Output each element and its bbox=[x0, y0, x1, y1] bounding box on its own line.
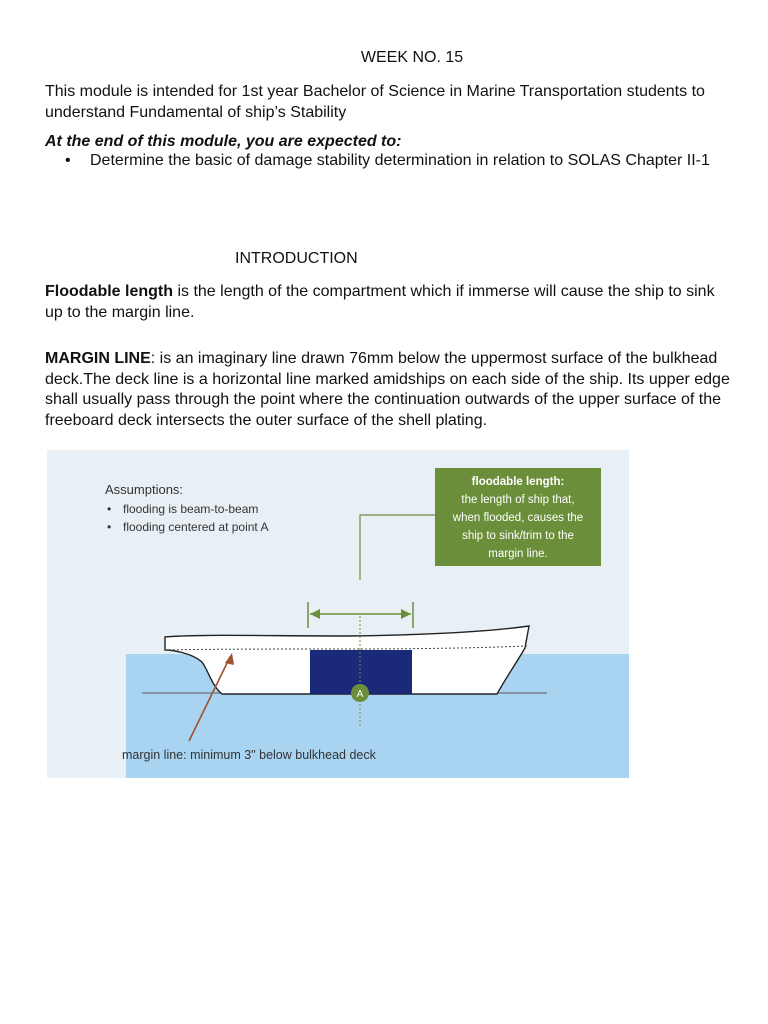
margin-line-definition: : is an imaginary line drawn 76mm below the uppermost surface of the bulkhead deck.The deck line is a horizontal line marked amidships on each side of the ship. Its upper edge shall usually pass through the point where the continuation outwards of the upper surface of the freeboard deck intersects the outer surface of the shell plating. bbox=[45, 350, 730, 429]
objectives-list bbox=[45, 151, 735, 172]
point-a-label: A bbox=[356, 689, 364, 700]
callout-line: when flooded, causes the bbox=[452, 512, 584, 524]
objective-item bbox=[45, 151, 735, 172]
assumption-item: flooding centered at point A bbox=[123, 520, 269, 534]
assumptions-title: Assumptions: bbox=[105, 482, 184, 497]
bullet-icon: • bbox=[107, 520, 112, 534]
section-title: INTRODUCTION bbox=[235, 250, 358, 267]
floodable-length-definition: is the length of the compartment which if immerse will cause the ship to sink up to the margin line. bbox=[45, 283, 715, 321]
callout-line: ship to sink/trim to the bbox=[462, 530, 574, 542]
margin-line-paragraph bbox=[45, 349, 735, 431]
objective-text: Determine the basic of damage stability determination in relation to SOLAS Chapter II-1 bbox=[90, 152, 710, 169]
callout-title: floodable length: bbox=[471, 476, 565, 488]
floodable-length-diagram bbox=[47, 450, 629, 778]
week-number: WEEK NO. 15 bbox=[360, 49, 464, 66]
assumption-item: flooding is beam-to-beam bbox=[123, 502, 259, 516]
diagram-svg bbox=[47, 450, 629, 778]
objectives-heading: At the end of this module, you are expected to: bbox=[45, 133, 402, 150]
margin-line-caption: margin line: minimum 3" below bulkhead deck bbox=[122, 748, 376, 762]
bullet-icon: • bbox=[107, 502, 112, 516]
intro-paragraph: This module is intended for 1st year Bachelor of Science in Marine Transportation students to understand Fundamental of ship’s Stability bbox=[45, 83, 705, 121]
floodable-length-paragraph bbox=[45, 282, 735, 323]
margin-line-term: MARGIN LINE bbox=[45, 350, 151, 367]
callout-line: the length of ship that, bbox=[461, 494, 575, 506]
callout-line: margin line. bbox=[488, 548, 548, 560]
bullet-icon: • bbox=[65, 152, 71, 169]
floodable-length-term: Floodable length bbox=[45, 283, 173, 300]
